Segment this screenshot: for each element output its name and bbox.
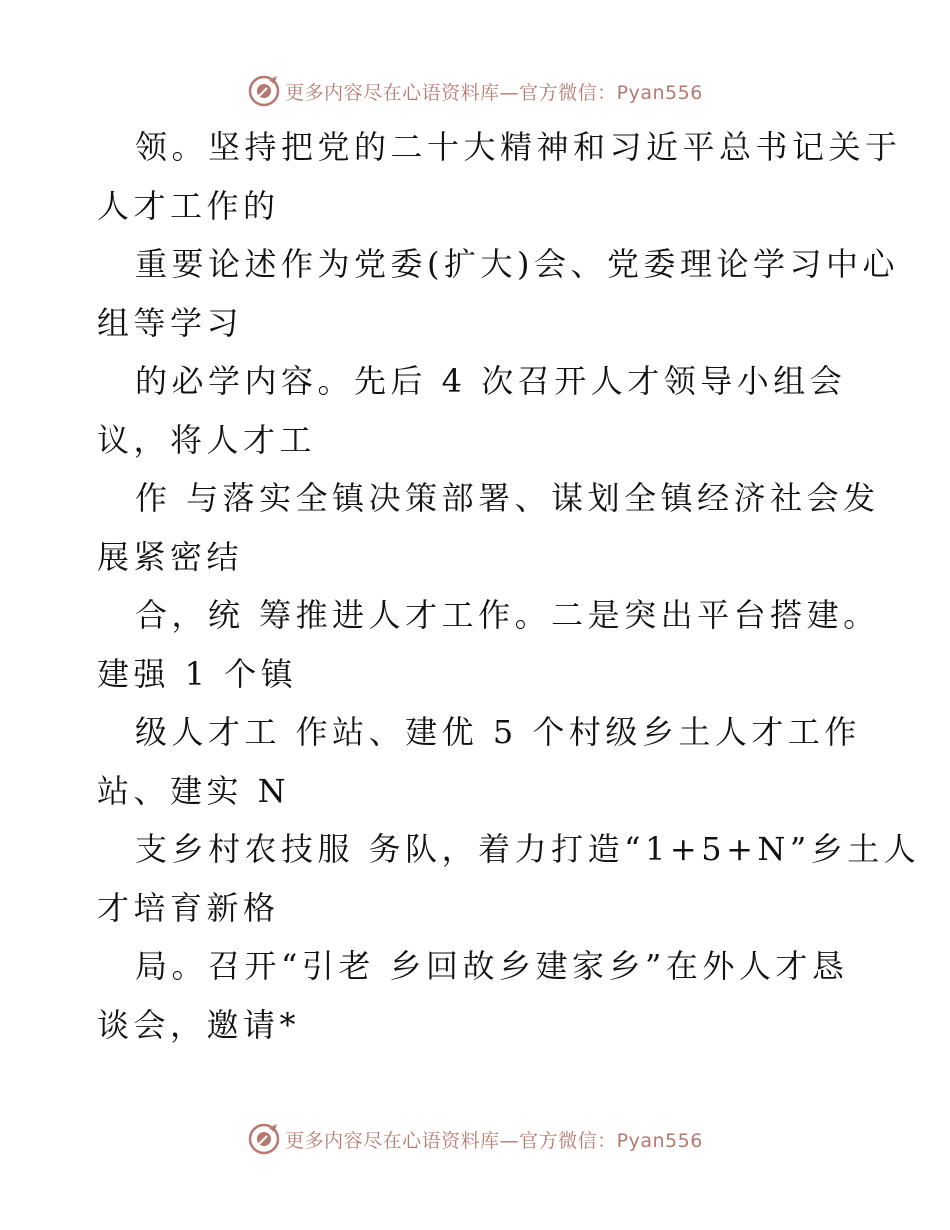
text-line: 议，将人才工 [97, 420, 317, 459]
text-line: 建强 1 个镇 [97, 654, 298, 693]
text-line: 谈会，邀请* [97, 1005, 301, 1044]
logo-seal-icon [247, 74, 281, 108]
text-line: 级人才工 作站、建优 5 个村级乡土人才工作 [135, 713, 861, 751]
footer-watermark [0, 1119, 950, 1159]
document-body [97, 118, 921, 1054]
text-line: 重要论述作为党委(扩大)会、党委理论学习中心 [135, 245, 899, 283]
text-line: 支乡村农技服 务队，着力打造“1+5+N”乡土人 [135, 830, 921, 868]
text-line: 领。坚持把党的二十大精神和习近平总书记关于 [135, 128, 902, 166]
text-line: 站、建实 N [97, 771, 291, 810]
watermark-text: 更多内容尽在心语资料库—官方微信：Pyan556 [285, 81, 703, 104]
text-line: 的必学内容。先后 4 次召开人才领导小组会 [135, 362, 847, 400]
header-watermark [0, 71, 950, 111]
text-line: 展紧密结 [97, 537, 244, 576]
text-line: 合，统 筹推进人才工作。二是突出平台搭建。 [135, 596, 880, 634]
text-line: 作 与落实全镇决策部署、谋划全镇经济社会发 [135, 479, 880, 517]
text-line: 人才工作的 [97, 186, 280, 225]
watermark-text: 更多内容尽在心语资料库—官方微信：Pyan556 [285, 1129, 703, 1152]
text-line: 才培育新格 [97, 888, 280, 927]
logo-seal-icon [247, 1122, 281, 1156]
text-line: 组等学习 [97, 303, 244, 342]
text-line: 局。召开“引老 乡回故乡建家乡”在外人才恳 [135, 947, 849, 985]
